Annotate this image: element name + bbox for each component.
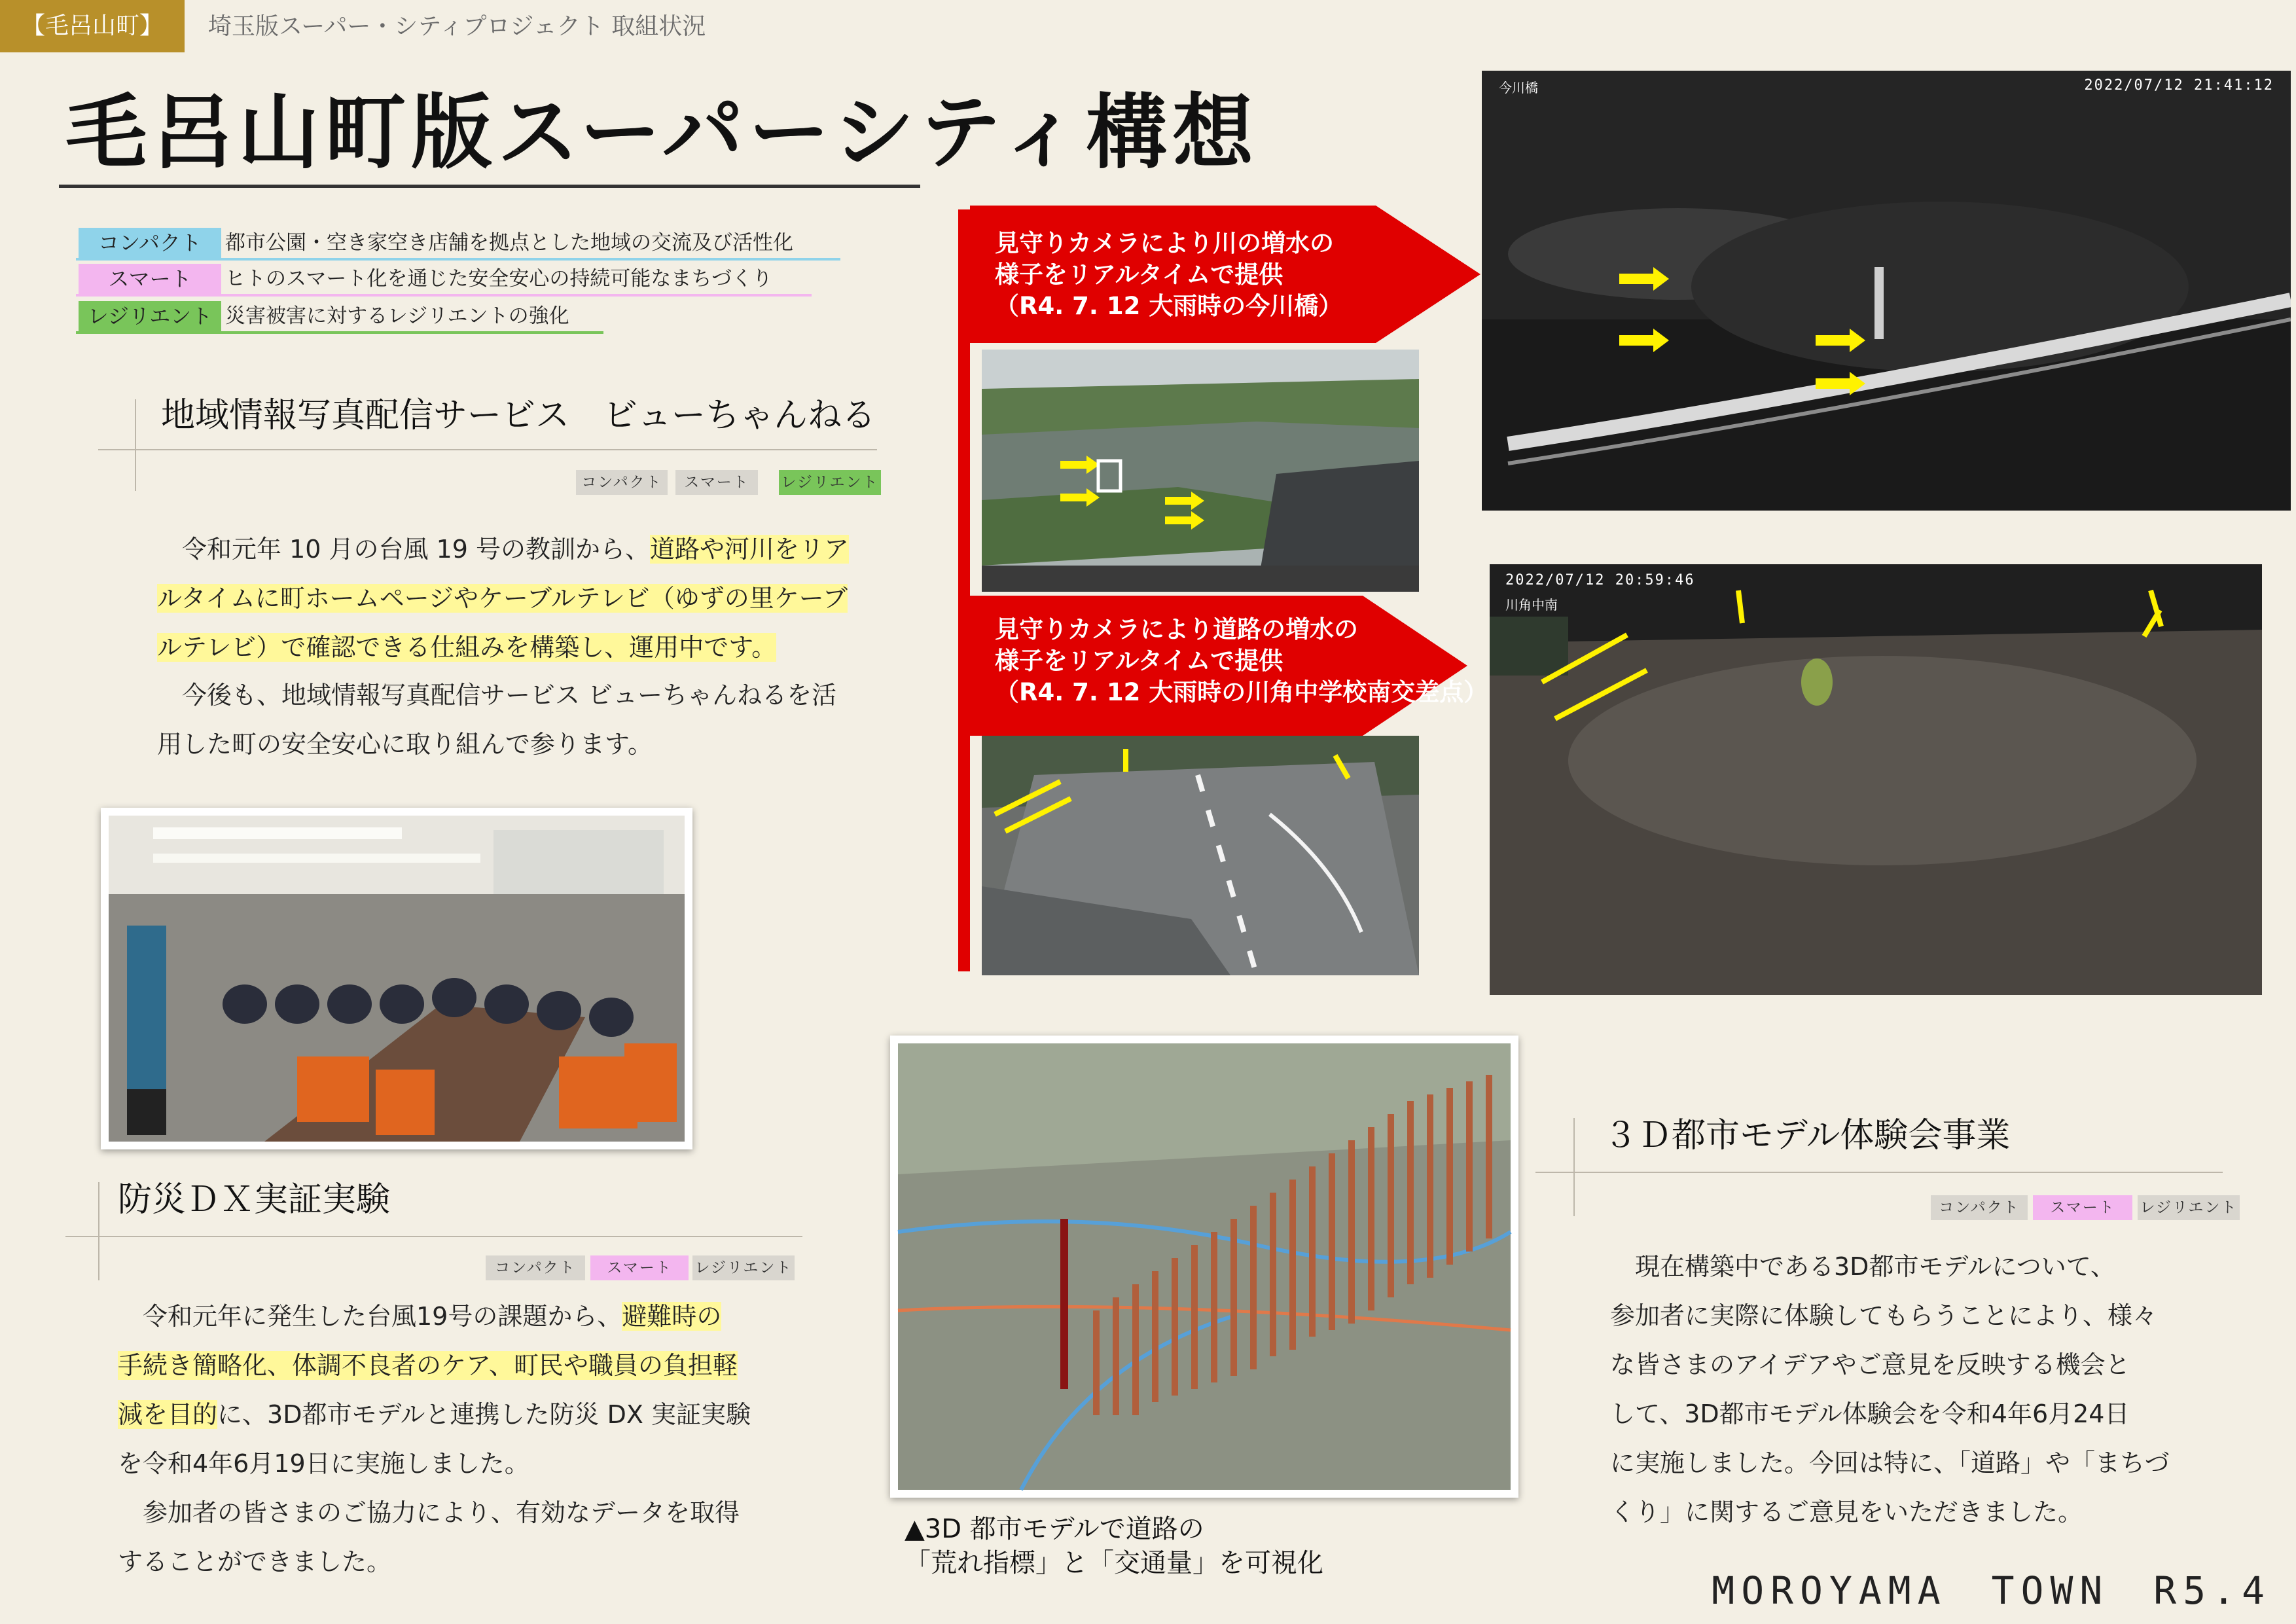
legend-smart-label: スマート	[79, 264, 221, 294]
body-line: な皆さまのアイデアやご意見を反映する機会と	[1610, 1350, 2130, 1379]
tag-resilient: レジリエント	[779, 470, 881, 495]
body-line	[118, 1292, 851, 1341]
legend-compact-label: コンパクト	[79, 228, 221, 258]
legend-resilient-rule	[76, 331, 603, 334]
callout-2-text	[995, 614, 1488, 708]
red-accent-bar	[958, 209, 970, 971]
section-rule	[98, 449, 877, 450]
callout-1-line: （R4. 7. 12 大雨時の今川橋）	[995, 292, 1343, 320]
body-line	[118, 1341, 851, 1390]
disaster-dx-photo	[101, 808, 692, 1149]
3d-model-event-body	[1610, 1242, 2271, 1537]
legend-compact-text: 都市公園・空き家空き店舗を拠点とした地域の交流及び活性化	[225, 231, 793, 255]
body-text-segment: を令和4年6月19日に実施しました。	[118, 1449, 529, 1478]
section-rule	[1535, 1172, 2223, 1173]
camera-1-location: 今川橋	[1499, 80, 1538, 96]
legend-smart-rule	[76, 294, 812, 297]
legend-resilient-text: 災害被害に対するレジリエントの強化	[225, 304, 569, 328]
body-line	[118, 1489, 851, 1538]
body-text-segment: することができました。	[118, 1547, 392, 1576]
callout-1-text	[995, 228, 1342, 322]
highlighted-text: ルテレビ）で確認できる仕組みを構築し、運用中です。	[157, 633, 777, 662]
municipality-tag: 【毛呂山町】	[0, 0, 185, 52]
disaster-dx-title: 防災ＤＸ実証実験	[118, 1180, 391, 1219]
river-camera-thumbnail	[982, 350, 1419, 592]
section-rule	[65, 1236, 802, 1237]
body-line: 今後も、地域情報写真配信サービス ビューちゃんねるを活	[157, 681, 837, 710]
camera-2-location: 川角中南	[1505, 597, 1558, 613]
tag-resilient: レジリエント	[2138, 1195, 2240, 1220]
body-line	[118, 1439, 851, 1489]
caption-line: ▲3D 都市モデルで道路の	[905, 1514, 1204, 1544]
river-night-camera	[1482, 71, 2291, 511]
callout-2-line: （R4. 7. 12 大雨時の川角中学校南交差点）	[995, 678, 1488, 706]
body-text-segment: 参加者の皆さまのご協力により、有効なデータを取得	[118, 1498, 740, 1527]
road-night-camera	[1490, 564, 2262, 995]
view-channel-paragraph-1	[157, 525, 903, 672]
view-channel-title: 地域情報写真配信サービス ビューちゃんねる	[161, 396, 876, 435]
section-corner-rule	[98, 1182, 99, 1280]
callout-2-line: 様子をリアルタイムで提供	[995, 647, 1283, 675]
3d-model-event-title: ３Ｄ都市モデル体験会事業	[1604, 1116, 2011, 1155]
body-line: 参加者に実際に体験してもらうことにより、様々	[1610, 1301, 2158, 1330]
tag-smart: スマート	[675, 470, 758, 495]
body-text-segment: 令和元年 10 月の台風 19 号の教訓から、	[157, 535, 651, 564]
body-text-segment: 令和元年に発生した台風19号の課題から、	[118, 1302, 622, 1331]
callout-1-line: 見守りカメラにより川の増水の	[995, 229, 1334, 257]
view-channel-paragraph-2	[157, 671, 903, 769]
highlighted-text: ルタイムに町ホームページやケーブルテレビ（ゆずの里ケーブ	[157, 584, 848, 613]
body-text-segment: に、3D都市モデルと連携した防災 DX 実証実験	[217, 1400, 751, 1429]
tag-compact: コンパクト	[576, 470, 668, 495]
callout-2-line: 見守りカメラにより道路の増水の	[995, 615, 1358, 643]
legend-smart-text: ヒトのスマート化を通じた安全安心の持続可能なまちづくり	[225, 267, 773, 291]
road-camera-thumbnail	[982, 736, 1419, 975]
3d-model-caption	[905, 1512, 1323, 1580]
tag-smart: スマート	[590, 1255, 689, 1280]
footer-signature: MOROYAMA TOWN R5.4	[1712, 1568, 2271, 1613]
camera-2-timestamp: 2022/07/12 20:59:46	[1505, 572, 1695, 588]
section-corner-rule	[135, 399, 136, 491]
body-line: 現在構築中である3D都市モデルについて、	[1610, 1252, 2116, 1281]
tag-smart: スマート	[2033, 1195, 2132, 1220]
page-title: 毛呂山町版スーパーシティ構想	[65, 86, 1259, 180]
body-line	[157, 525, 903, 574]
body-line	[118, 1538, 851, 1587]
highlighted-text: 減を目的	[118, 1400, 218, 1429]
disaster-dx-body	[118, 1292, 851, 1587]
highlighted-text: 手続き簡略化、体調不良者のケア、町民や職員の負担軽	[118, 1351, 738, 1380]
body-line: 用した町の安全安心に取り組んで参ります。	[157, 730, 653, 759]
legend-resilient-label: レジリエント	[79, 301, 221, 331]
body-line: に実施しました。今回は特に、「道路」や「まちづ	[1610, 1449, 2170, 1477]
highlighted-text: 避難時の	[622, 1302, 722, 1331]
body-line	[118, 1390, 851, 1439]
title-underline	[59, 185, 920, 188]
tag-compact: コンパクト	[1931, 1195, 2028, 1220]
callout-1-line: 様子をリアルタイムで提供	[995, 261, 1283, 289]
body-line	[157, 623, 903, 672]
body-line: して、3D都市モデル体験会を令和4年6月24日	[1610, 1399, 2130, 1428]
tag-compact: コンパクト	[486, 1255, 585, 1280]
header-subtitle: 埼玉版スーパー・シティプロジェクト 取組状況	[208, 13, 706, 40]
3d-city-model-image	[890, 1036, 1518, 1498]
section-corner-rule	[1573, 1118, 1575, 1216]
tag-resilient: レジリエント	[692, 1255, 795, 1280]
body-line	[157, 574, 903, 623]
legend-compact-rule	[76, 258, 840, 261]
camera-1-timestamp: 2022/07/12 21:41:12	[2084, 77, 2274, 94]
caption-line: 「荒れ指標」と「交通量」を可視化	[905, 1548, 1323, 1578]
highlighted-text: 道路や河川をリア	[650, 535, 850, 564]
body-line: くり」に関するご意見をいただきました。	[1610, 1498, 2083, 1526]
